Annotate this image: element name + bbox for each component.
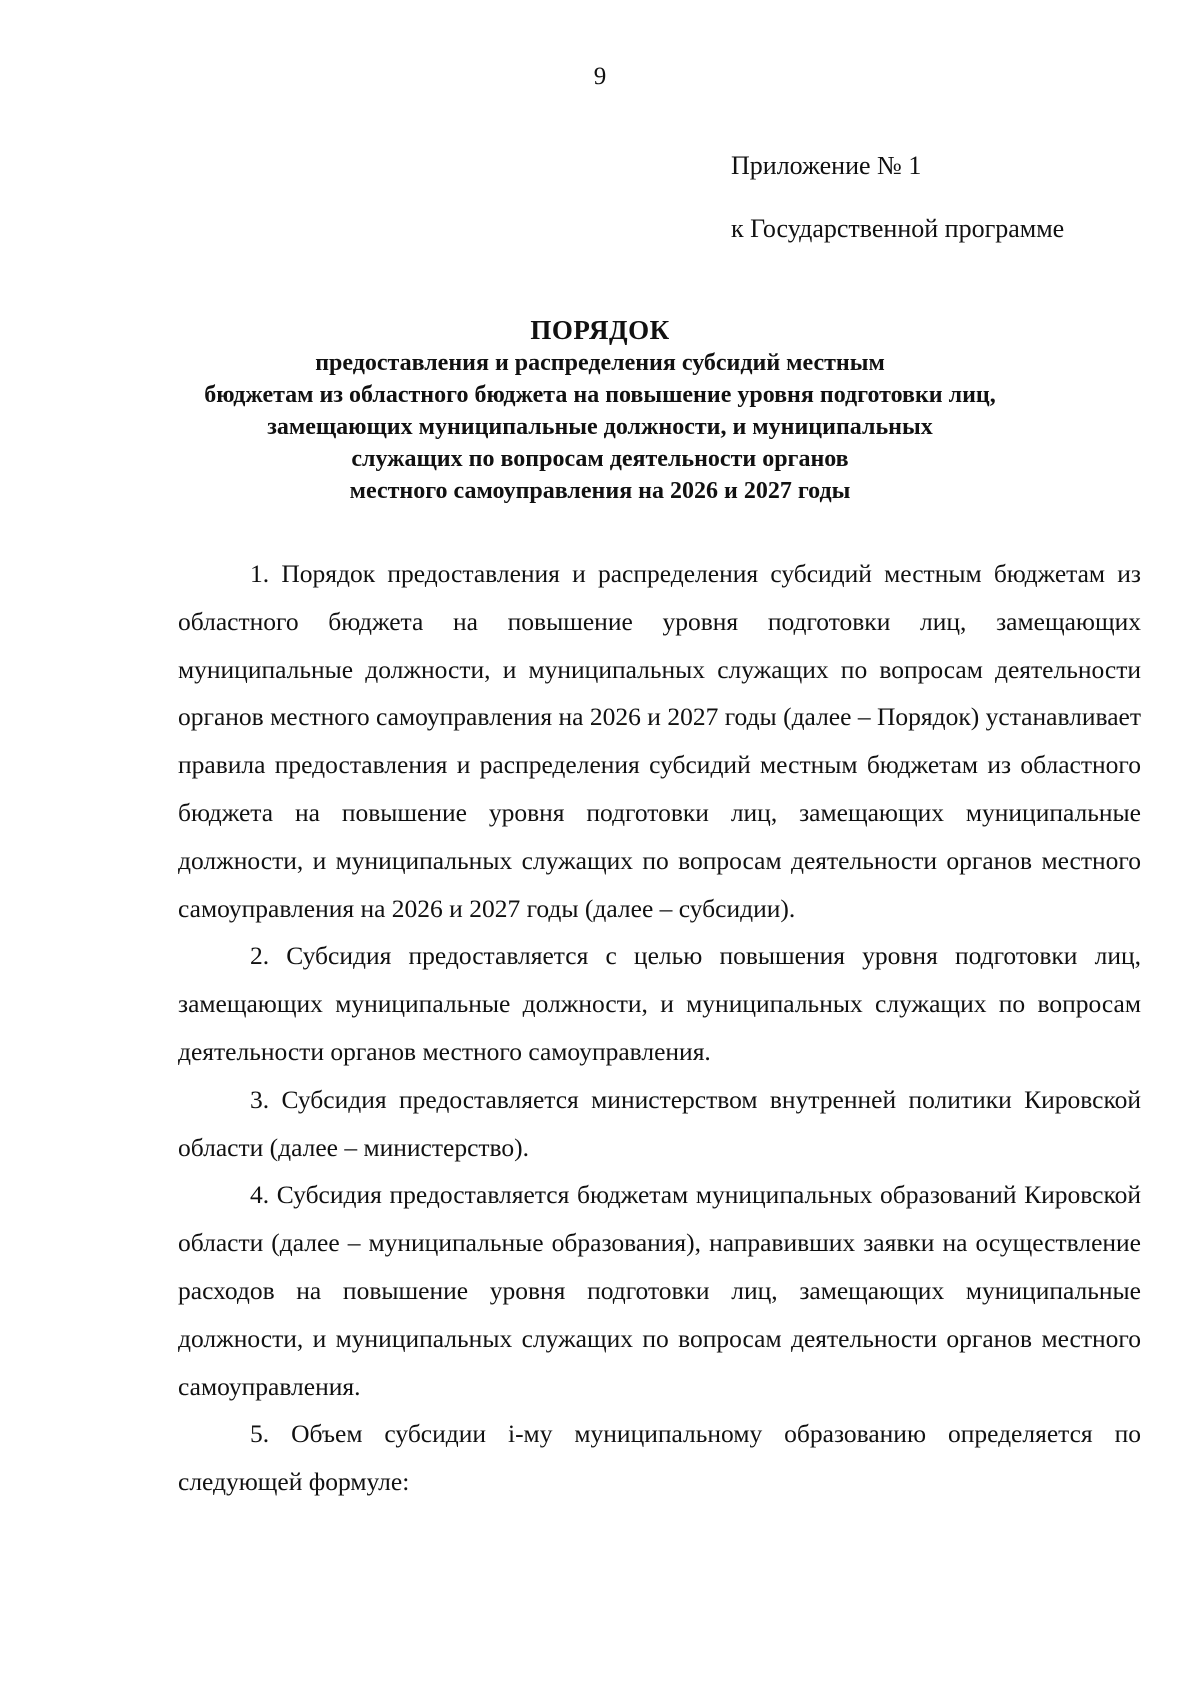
paragraph-4: 4. Субсидия предоставляется бюджетам муниципальных образований Кировской области (далее – муниципальные образования), направивших заявки на осуществление расходов на повышение уровня подготовки лиц, замещающих муниципальные должности, и муниципальных служащих по вопросам деятельности органов местного самоуправления. (178, 1180, 1141, 1401)
document-body (178, 550, 1141, 1506)
title-line: замещающих муниципальные должности, и муниципальных (267, 414, 933, 440)
paragraph-2: 2. Субсидия предоставляется с целью повышения уровня подготовки лиц, замещающих муниципальные должности, и муниципальных служащих по вопросам деятельности органов местного самоуправления. (178, 941, 1141, 1066)
title-line: местного самоуправления на 2026 и 2027 годы (349, 478, 851, 504)
title-main: ПОРЯДОК (530, 315, 670, 345)
paragraph-5: 5. Объем субсидии i-му муниципальному образованию определяется по следующей формуле: (178, 1419, 1141, 1497)
title-line: бюджетам из областного бюджета на повышение уровня подготовки лиц, (204, 382, 996, 408)
appendix-reference: к Государственной программе (731, 214, 1065, 243)
document-title (100, 313, 1100, 507)
page-number: 9 (593, 63, 607, 90)
title-line: служащих по вопросам деятельности органов (351, 446, 849, 472)
appendix-number: Приложение № 1 (731, 151, 922, 180)
paragraph-3: 3. Субсидия предоставляется министерством внутренней политики Кировской области (далее – министерство). (178, 1084, 1141, 1162)
title-line: предоставления и распределения субсидий местным (315, 350, 885, 376)
paragraph-1: 1. Порядок предоставления и распределения субсидий местным бюджетам из областного бюджета на повышение уровня подготовки лиц, замещающих муниципальные должности, и муниципальных служащих по вопросам деятельности органов местного самоуправления на 2026 и 2027 годы (далее – Порядок) устанавливает правила предоставления и распределения субсидий местным бюджетам из областного бюджета на повышение уровня подготовки лиц, замещающих муниципальные должности, и муниципальных служащих по вопросам деятельности органов местного самоуправления на 2026 и 2027 годы (далее – субсидии). (178, 559, 1141, 923)
